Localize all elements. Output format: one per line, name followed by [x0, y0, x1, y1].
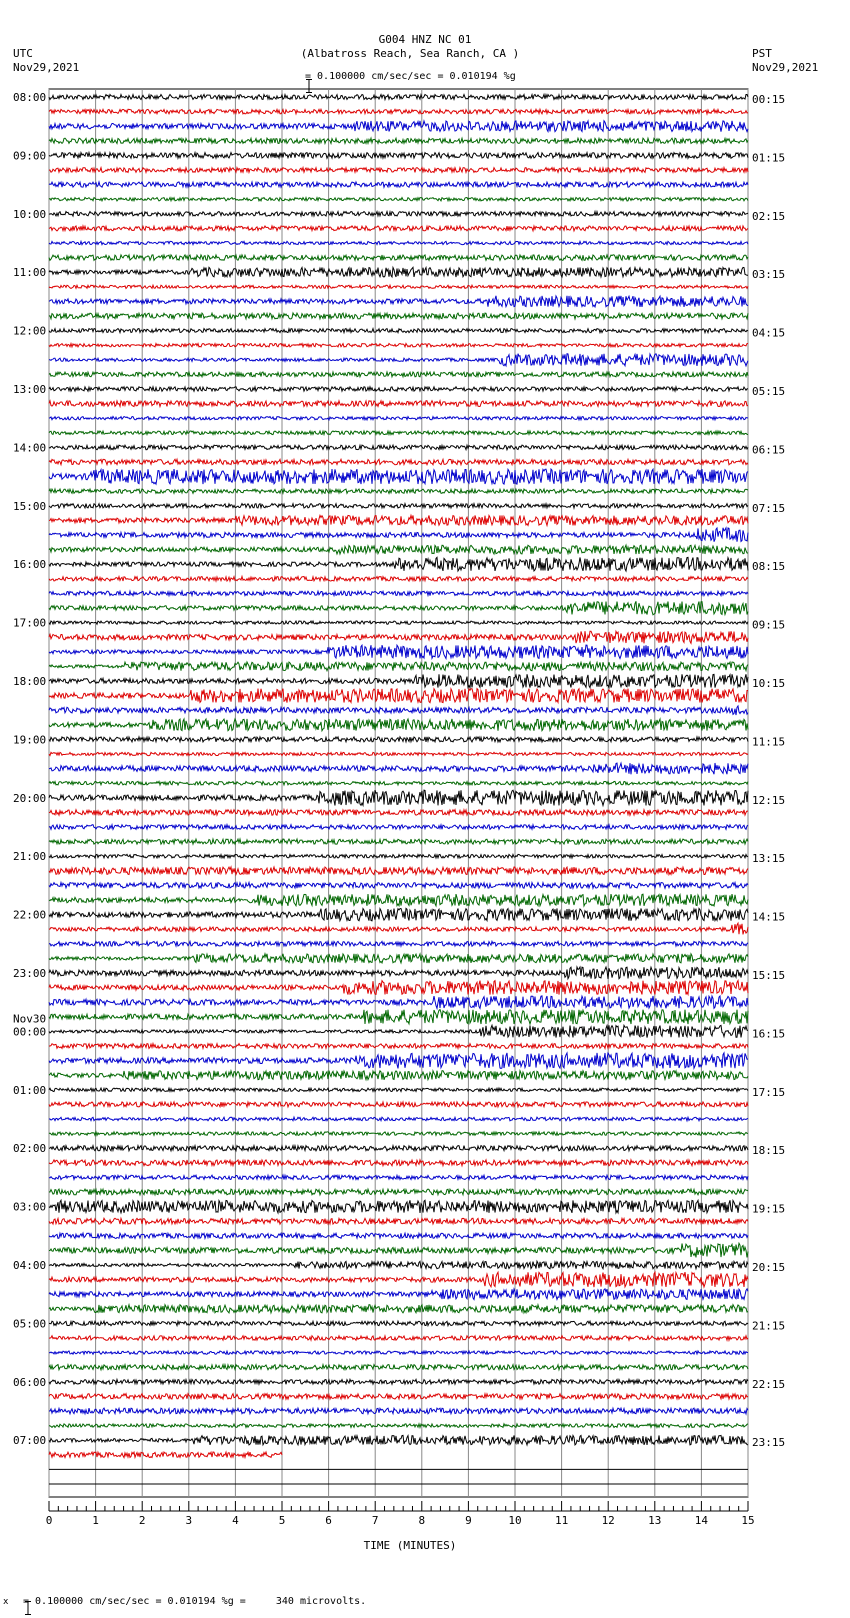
- pst-label-13: 13:15: [752, 852, 786, 866]
- pst-label-15: 15:15: [752, 969, 786, 982]
- trace-row-8: [49, 212, 748, 217]
- x-tick-label-1: 1: [92, 1514, 99, 1527]
- trace-row-83: [49, 1305, 748, 1313]
- trace-row-90: [49, 1408, 748, 1414]
- trace-row-35: [49, 601, 748, 615]
- trace-row-62: [49, 996, 748, 1009]
- trace-row-57: [49, 923, 748, 934]
- trace-row-59: [49, 954, 748, 963]
- utc-label-4: 12:00: [13, 324, 47, 338]
- utc-label-9: 17:00: [13, 616, 47, 630]
- utc-label-6: 14:00: [13, 441, 47, 455]
- trace-row-74: [49, 1175, 748, 1179]
- scale-text: = 0.100000 cm/sec/sec = 0.010194 %g: [305, 71, 516, 82]
- trace-row-27: [49, 489, 748, 493]
- time-labels: [13, 91, 785, 1449]
- utc-label-18: 02:00: [13, 1142, 47, 1156]
- x-tick-label-6: 6: [325, 1514, 332, 1527]
- pst-label-2: 02:15: [752, 209, 786, 223]
- trace-row-20: [49, 387, 748, 391]
- trace-row-89: [49, 1394, 748, 1399]
- trace-row-92: [49, 1435, 748, 1445]
- left-timezone: UTC: [13, 47, 33, 60]
- pst-label-10: 10:15: [752, 677, 786, 690]
- utc-date-change: Nov30: [13, 1012, 47, 1026]
- x-tick-label-7: 7: [371, 1514, 379, 1527]
- footer-scale-icon: [12, 1588, 18, 1602]
- utc-label-7: 15:00: [13, 499, 47, 513]
- trace-row-64: [49, 1025, 748, 1037]
- utc-label-16: 00:00: [13, 1025, 47, 1039]
- trace-row-12: [49, 267, 748, 277]
- trace-row-40: [49, 674, 748, 688]
- trace-row-55: [49, 894, 748, 906]
- trace-row-14: [49, 296, 748, 307]
- x-tick-label-0: 0: [45, 1514, 53, 1527]
- trace-row-30: [49, 528, 748, 542]
- trace-row-60: [49, 967, 748, 979]
- trace-row-54: [49, 883, 748, 889]
- pst-label-16: 16:15: [752, 1027, 786, 1041]
- trace-row-71: [49, 1132, 748, 1135]
- trace-row-47: [49, 781, 748, 785]
- utc-label-22: 06:00: [13, 1375, 47, 1389]
- utc-label-8: 16:00: [13, 558, 47, 572]
- trace-row-41: [49, 689, 748, 703]
- trace-row-93: [49, 1452, 282, 1458]
- right-date: Nov29,2021: [752, 61, 819, 74]
- pst-label-17: 17:15: [752, 1085, 786, 1099]
- trace-row-69: [49, 1102, 748, 1107]
- trace-row-9: [49, 226, 748, 231]
- trace-row-24: [49, 445, 748, 450]
- station-title: G004 HNZ NC 01: [378, 33, 472, 46]
- pst-label-14: 14:15: [752, 910, 786, 924]
- x-axis-label: TIME (MINUTES): [363, 1539, 457, 1552]
- trace-row-19: [49, 372, 748, 377]
- utc-label-15: 23:00: [13, 967, 47, 980]
- trace-row-81: [49, 1272, 748, 1287]
- utc-label-2: 10:00: [13, 207, 47, 221]
- pst-label-9: 09:15: [752, 618, 786, 632]
- trace-row-39: [49, 662, 748, 671]
- trace-row-25: [49, 459, 748, 464]
- trace-row-72: [49, 1146, 748, 1151]
- trace-row-15: [49, 313, 748, 319]
- trace-row-28: [49, 504, 748, 508]
- trace-row-2: [49, 121, 748, 132]
- trace-row-37: [49, 631, 748, 643]
- trace-row-38: [49, 645, 748, 658]
- trace-row-86: [49, 1351, 748, 1354]
- utc-label-12: 20:00: [13, 791, 47, 805]
- trace-row-56: [49, 908, 748, 920]
- pst-label-0: 00:15: [752, 93, 786, 106]
- left-date: Nov29,2021: [13, 61, 80, 74]
- right-timezone: PST: [752, 47, 772, 60]
- footer-scale-text: = 0.100000 cm/sec/sec = 0.010194 %g = 340 microvolts.: [23, 1596, 367, 1607]
- trace-row-33: [49, 577, 748, 582]
- trace-row-51: [49, 839, 748, 844]
- trace-row-6: [49, 182, 748, 187]
- pst-label-21: 21:15: [752, 1319, 786, 1333]
- trace-row-1: [49, 109, 748, 114]
- trace-row-43: [49, 719, 748, 731]
- utc-label-17: 01:00: [13, 1083, 47, 1097]
- trace-row-32: [49, 557, 748, 571]
- trace-row-46: [49, 763, 748, 774]
- pst-label-4: 04:15: [752, 326, 786, 340]
- x-tick-label-9: 9: [465, 1514, 472, 1527]
- trace-row-88: [49, 1379, 748, 1384]
- x-tick-label-3: 3: [185, 1514, 193, 1527]
- trace-row-49: [49, 810, 748, 816]
- trace-row-63: [49, 1010, 748, 1025]
- trace-row-68: [49, 1088, 748, 1091]
- x-tick-label-10: 10: [508, 1514, 522, 1527]
- pst-label-18: 18:15: [752, 1144, 786, 1158]
- x-tick-label-5: 5: [278, 1514, 286, 1527]
- utc-label-20: 04:00: [13, 1259, 47, 1272]
- trace-row-22: [49, 417, 748, 420]
- trace-row-3: [49, 138, 748, 143]
- pst-label-22: 22:15: [752, 1377, 786, 1391]
- trace-row-16: [49, 329, 748, 333]
- station-location: (Albatross Reach, Sea Ranch, CA ): [300, 47, 520, 60]
- pst-label-19: 19:15: [752, 1202, 786, 1216]
- x-tick-label-8: 8: [418, 1514, 426, 1527]
- trace-row-5: [49, 168, 748, 173]
- pst-label-1: 01:15: [752, 151, 786, 165]
- utc-label-13: 21:00: [13, 850, 47, 864]
- trace-row-75: [49, 1189, 748, 1195]
- trace-row-26: [49, 469, 748, 484]
- trace-row-66: [49, 1053, 748, 1069]
- trace-row-78: [49, 1233, 748, 1238]
- trace-row-11: [49, 255, 748, 260]
- trace-row-36: [49, 621, 748, 624]
- footer-prefix: x: [3, 1597, 9, 1607]
- pst-label-5: 05:15: [752, 385, 786, 398]
- trace-row-80: [49, 1261, 748, 1268]
- utc-label-5: 13:00: [13, 383, 47, 396]
- trace-row-13: [49, 285, 748, 288]
- trace-row-48: [49, 790, 748, 805]
- pst-label-11: 11:15: [752, 735, 786, 749]
- trace-row-67: [49, 1071, 748, 1080]
- trace-row-70: [49, 1117, 748, 1121]
- trace-row-61: [49, 981, 748, 995]
- utc-label-3: 11:00: [13, 266, 47, 280]
- pst-label-3: 03:15: [752, 268, 786, 282]
- x-tick-label-12: 12: [601, 1514, 615, 1527]
- trace-row-7: [49, 198, 748, 201]
- x-tick-label-4: 4: [232, 1514, 239, 1527]
- x-tick-label-11: 11: [554, 1514, 569, 1527]
- trace-row-91: [49, 1424, 748, 1428]
- trace-row-45: [49, 752, 748, 755]
- trace-row-77: [49, 1218, 748, 1224]
- pst-label-23: 23:15: [752, 1436, 786, 1450]
- utc-label-11: 19:00: [13, 733, 47, 747]
- utc-label-21: 05:00: [13, 1317, 47, 1331]
- trace-group: [49, 95, 748, 1485]
- trace-row-17: [49, 344, 748, 347]
- x-tick-label-14: 14: [694, 1514, 709, 1527]
- pst-label-20: 20:15: [752, 1261, 786, 1274]
- trace-row-79: [49, 1243, 748, 1257]
- trace-row-50: [49, 825, 748, 830]
- x-axis: [46, 1501, 755, 1527]
- utc-label-14: 22:00: [13, 908, 47, 922]
- utc-label-10: 18:00: [13, 675, 47, 688]
- pst-label-6: 06:15: [752, 443, 786, 457]
- x-tick-label-2: 2: [138, 1514, 146, 1527]
- trace-row-23: [49, 431, 748, 435]
- trace-row-4: [49, 153, 748, 159]
- trace-row-0: [49, 95, 748, 100]
- x-tick-label-13: 13: [648, 1514, 662, 1527]
- trace-row-21: [49, 401, 748, 407]
- trace-row-85: [49, 1336, 748, 1340]
- trace-row-58: [49, 941, 748, 946]
- trace-row-34: [49, 591, 748, 595]
- trace-row-44: [49, 737, 748, 742]
- trace-row-52: [49, 854, 748, 858]
- trace-row-10: [49, 241, 748, 244]
- trace-row-42: [49, 706, 748, 715]
- trace-row-18: [49, 354, 748, 366]
- pst-label-8: 08:15: [752, 560, 786, 574]
- utc-label-0: 08:00: [13, 91, 47, 104]
- trace-row-65: [49, 1044, 748, 1049]
- utc-label-23: 07:00: [13, 1434, 47, 1448]
- trace-row-31: [49, 545, 748, 554]
- pst-label-7: 07:15: [752, 501, 786, 515]
- pst-label-12: 12:15: [752, 793, 786, 807]
- trace-row-76: [49, 1200, 748, 1213]
- trace-row-84: [49, 1321, 748, 1326]
- trace-row-29: [49, 515, 748, 525]
- trace-row-73: [49, 1160, 748, 1166]
- trace-row-53: [49, 867, 748, 875]
- trace-row-82: [49, 1289, 748, 1300]
- trace-row-87: [49, 1365, 748, 1370]
- utc-label-1: 09:00: [13, 149, 47, 163]
- utc-label-19: 03:00: [13, 1200, 47, 1214]
- x-tick-label-15: 15: [741, 1514, 755, 1527]
